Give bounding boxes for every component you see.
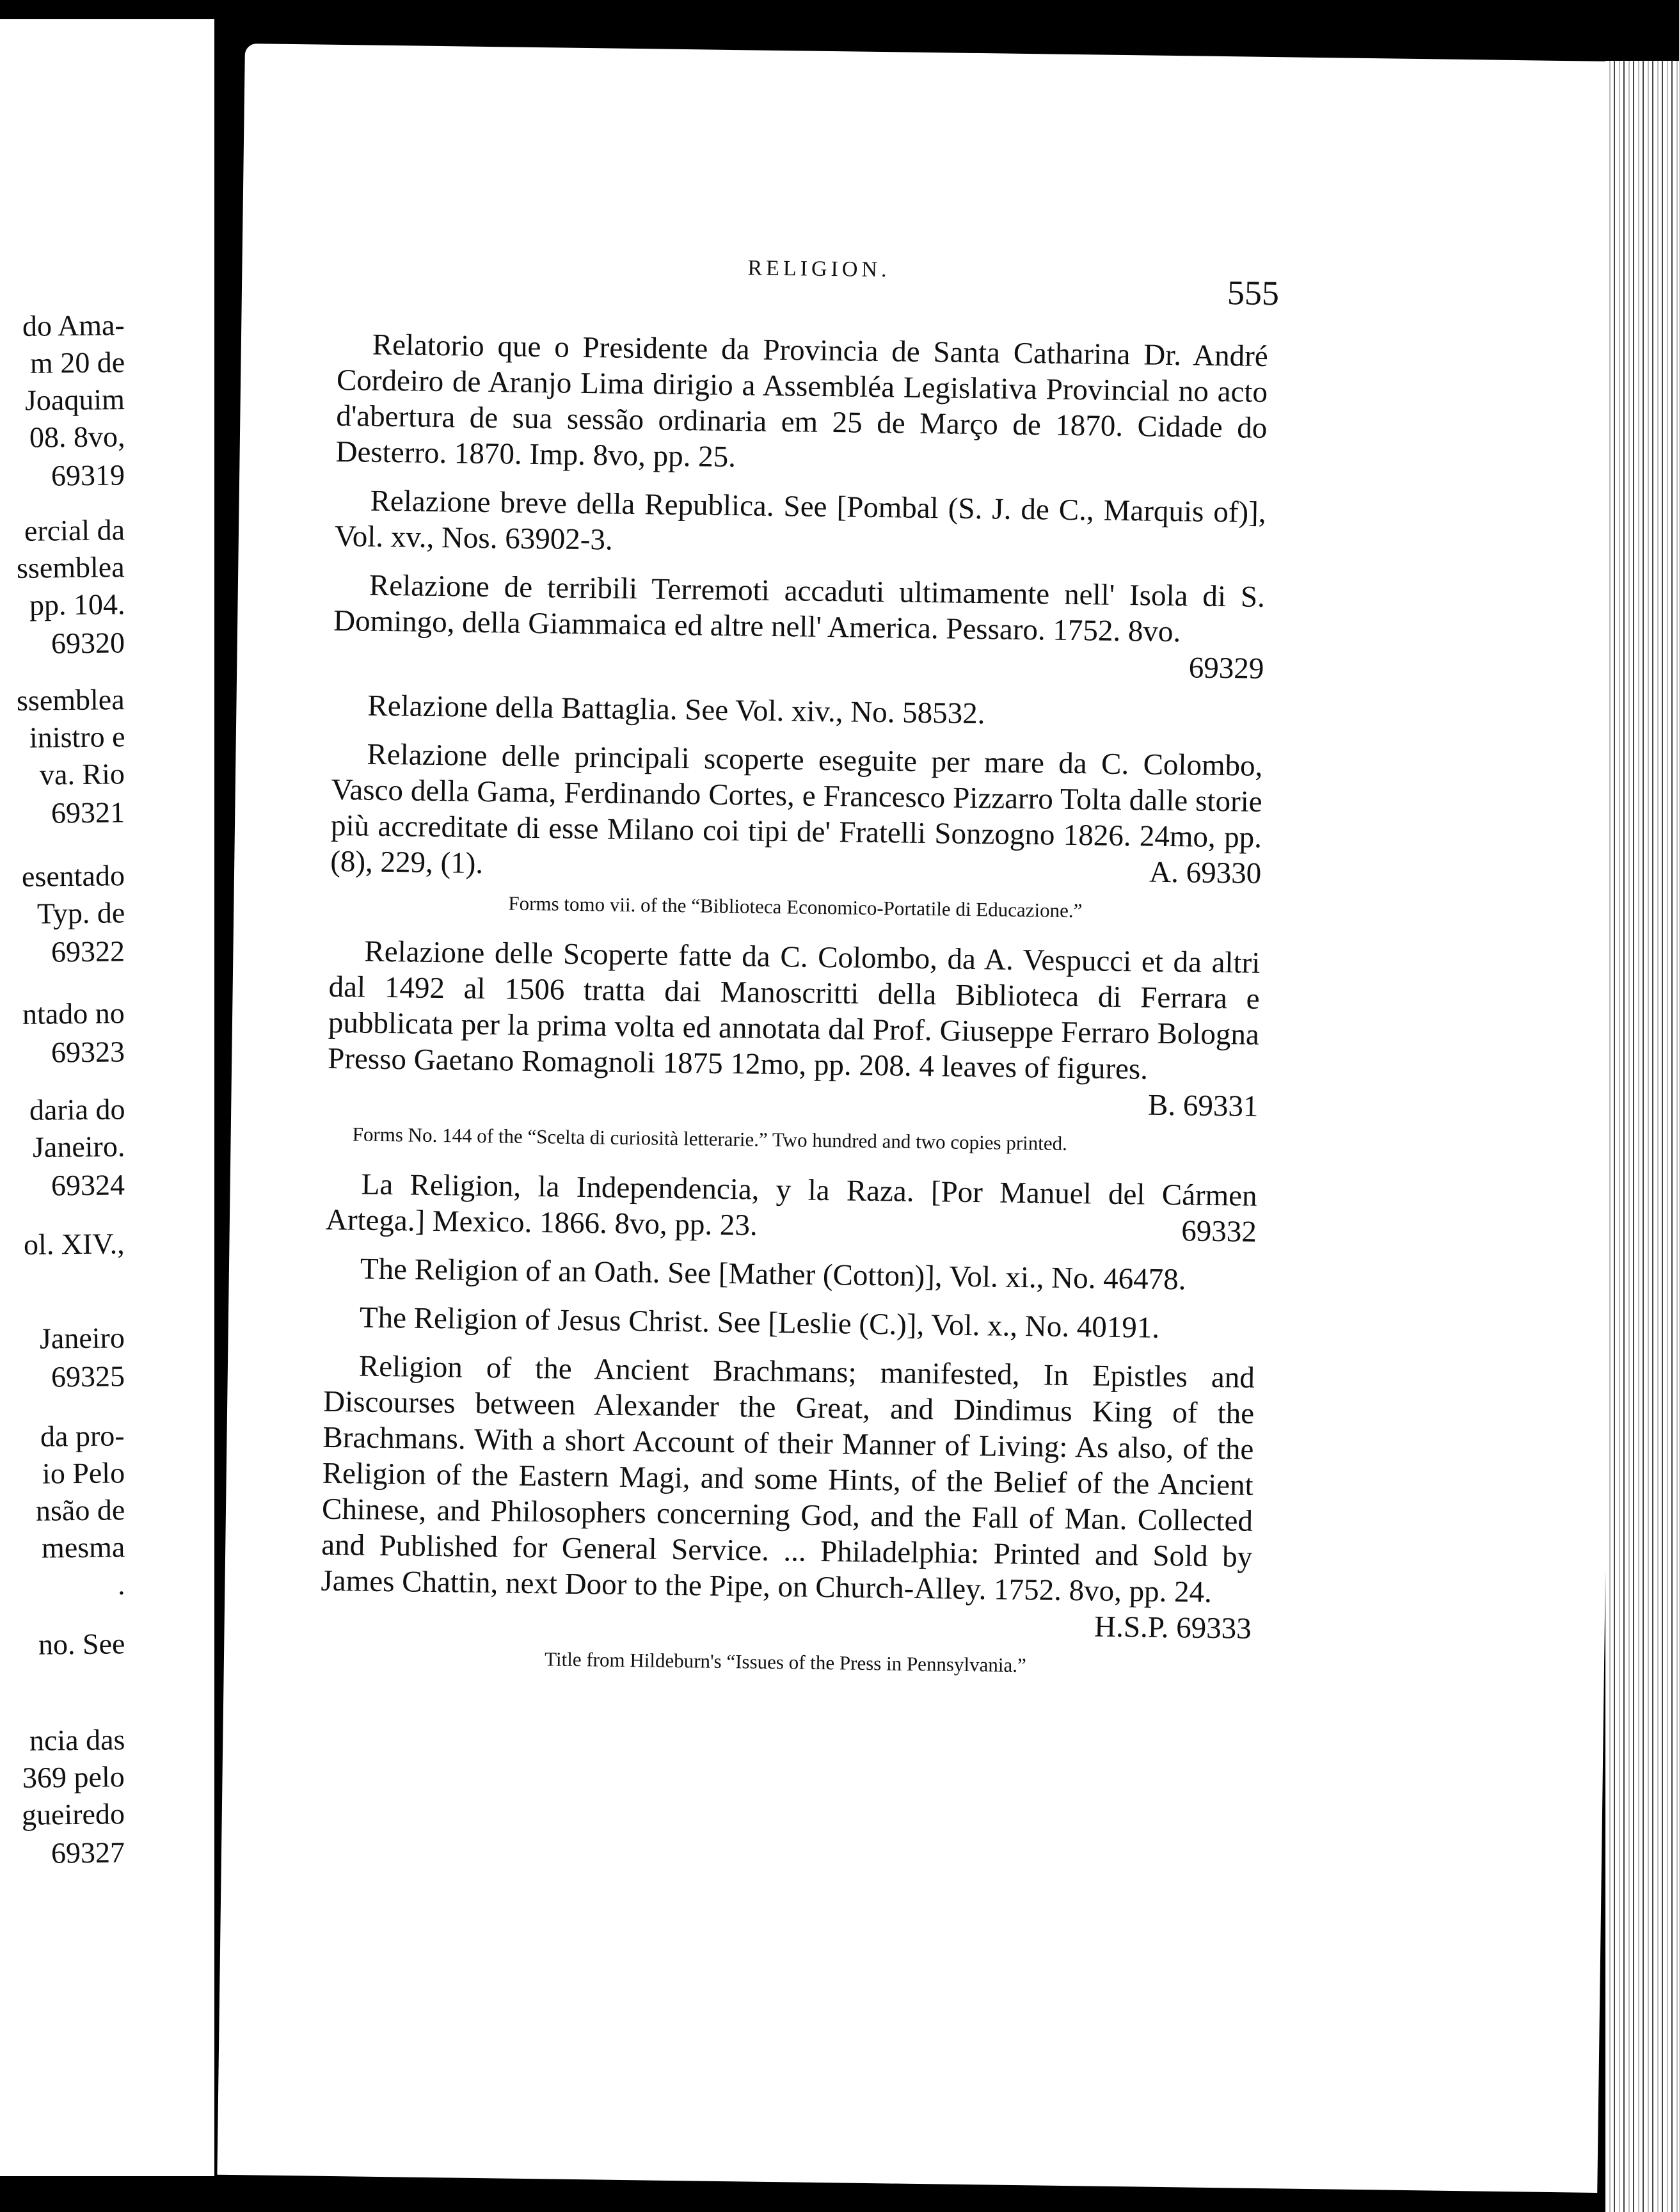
entry-number: H.S.P. 69333 bbox=[1094, 1610, 1252, 1646]
entry-number: 69329 bbox=[1188, 651, 1264, 685]
left-line: 69319 bbox=[51, 458, 125, 492]
left-line: ncia das bbox=[29, 1723, 125, 1757]
entry-text: Religion of the Ancient Brachmans; manifested, In Epistles and Discourses between Alexander the Great, and Dindimus King of the Brachmans. With a short Account of their Manner of Living: As also, of the Religion of the Eastern Magi, and some Hints, of the Belief of the Ancient Chinese, and Philosophers concerning God, and the Fall of Man. Collected and Published for General Service. ... Philadelphia: Printed and Sold by James Chattin, next Door to the Pipe, on Church-Alley. 1752. 8vo, pp. 24. bbox=[321, 1349, 1255, 1609]
left-line: esentado bbox=[21, 859, 125, 893]
left-line: inistro e bbox=[29, 720, 125, 754]
entry-69329-pre-1 bbox=[335, 326, 1268, 482]
entry-text: Relazione de terribili Terremoti accaduti ultimamente nell' Isola di S. Domingo, della Giammaica ed altre nell' America. Pessaro. 1752. 8vo. bbox=[333, 568, 1266, 649]
left-line: mesma bbox=[41, 1530, 125, 1564]
entry-69330 bbox=[330, 736, 1263, 892]
entry-relazione-breve bbox=[335, 483, 1266, 566]
left-line: . bbox=[117, 1567, 125, 1601]
entry-note: Forms tomo vii. of the “Biblioteca Economico-Portatile di Educazione.” bbox=[508, 892, 1083, 922]
entry-69331 bbox=[327, 933, 1261, 1125]
entry-text: The Religion of an Oath. See [Mather (Cotton)], Vol. xi., No. 46478. bbox=[360, 1252, 1186, 1297]
left-line: gueiredo bbox=[21, 1797, 125, 1831]
left-line: ssemblea bbox=[17, 683, 125, 717]
left-line: pp. 104. bbox=[29, 588, 125, 621]
entry-religion-oath bbox=[325, 1251, 1257, 1299]
left-line: ntado no bbox=[22, 997, 125, 1030]
entry-number: 69332 bbox=[1181, 1214, 1257, 1249]
left-line: daria do bbox=[29, 1093, 125, 1126]
entries-list bbox=[319, 326, 1268, 1701]
left-line: va. Rio bbox=[39, 757, 125, 791]
left-line: no. See bbox=[38, 1627, 125, 1661]
left-line: 369 pelo bbox=[22, 1760, 125, 1794]
entry-text: La Religion, la Independencia, y la Raza. [Por Manuel del Cármen Artega.] Mexico. 1866. 8vo, pp. 23. bbox=[325, 1167, 1257, 1242]
left-line: 69324 bbox=[51, 1168, 125, 1202]
left-line: 69322 bbox=[51, 934, 125, 968]
left-line: do Ama- bbox=[22, 309, 125, 342]
left-line: 69327 bbox=[51, 1836, 125, 1870]
entry-text: Relazione delle Scoperte fatte da C. Colombo, da A. Vespucci et da altri dal 1492 al 1506 tratta dai Manoscritti della Biblioteca di Ferrara e pubblicata per la prima volta ed annotata dal Prof. Giuseppe Ferraro Bologna Presso Gaetano Romagnoli 1875 12mo, pp. 208. 4 leaves of figures. bbox=[327, 934, 1261, 1086]
left-line: Joaquim bbox=[24, 383, 125, 417]
left-line: 08. 8vo, bbox=[29, 420, 125, 454]
left-line: 69323 bbox=[51, 1035, 125, 1069]
left-line: 69325 bbox=[51, 1359, 125, 1393]
entry-text: Relazione breve della Republica. See [Pombal (S. J. de C., Marquis of)], Vol. xv., Nos. 63902-3. bbox=[334, 484, 1266, 557]
page-edges bbox=[1605, 61, 1679, 2212]
left-line: Janeiro bbox=[39, 1321, 125, 1355]
entry-69332 bbox=[326, 1166, 1257, 1250]
left-line: nsão de bbox=[35, 1493, 125, 1527]
left-line: ol. XIV., bbox=[24, 1227, 125, 1261]
entry-religion-jesus bbox=[324, 1299, 1256, 1347]
left-line: Janeiro. bbox=[32, 1130, 125, 1164]
left-line: ercial da bbox=[24, 513, 125, 547]
entry-number: B. 69331 bbox=[1147, 1088, 1259, 1123]
entry-69333 bbox=[320, 1348, 1255, 1647]
entry-relazione-battaglia bbox=[332, 687, 1264, 735]
left-line: io Pelo bbox=[42, 1456, 125, 1490]
left-line: 69321 bbox=[51, 796, 125, 830]
entry-text: Relazione della Battaglia. See Vol. xiv., No. 58532. bbox=[367, 689, 985, 731]
left-line: m 20 de bbox=[29, 346, 125, 380]
entry-text: Relazione delle principali scoperte eseguite per mare da C. Colombo, Vasco della Gama, Ferdinando Cortes, e Francesco Pizzarro Tolta dalle storie più accreditate di esse Milano coi tipi de' Fratelli Sonzogno 1826. 24mo, pp. (8), 229, (1). bbox=[330, 737, 1263, 880]
page-number: 555 bbox=[1227, 273, 1280, 313]
left-line: ssemblea bbox=[17, 550, 125, 584]
left-line: Typ. de bbox=[36, 896, 125, 930]
entry-text: The Religion of Jesus Christ. See [Leslie (C.)], Vol. x., No. 40191. bbox=[359, 1301, 1160, 1345]
left-line: 69320 bbox=[51, 626, 125, 660]
left-page-fragment bbox=[0, 19, 214, 2176]
entry-note: Forms No. 144 of the “Scelta di curiosità letterarie.” Two hundred and two copies printed. bbox=[352, 1123, 1068, 1155]
left-line: da pro- bbox=[40, 1419, 125, 1453]
main-page bbox=[217, 44, 1625, 2193]
running-head: RELIGION. bbox=[747, 256, 891, 282]
entry-note: Title from Hildeburn's “Issues of the Press in Pennsylvania.” bbox=[544, 1647, 1026, 1677]
entry-text: Relatorio que o Presidente da Provincia de Santa Catharina Dr. André Cordeiro de Aranjo Lima dirigio a Assembléa Legislativa Provincial no acto d'abertura de sua sessão ordinaria em 25 de Março de 1870. Cidade do Desterro. 1870. Imp. 8vo, pp. 25. bbox=[335, 328, 1269, 474]
entry-number: A. 69330 bbox=[1149, 855, 1262, 890]
entry-69329 bbox=[333, 567, 1265, 687]
